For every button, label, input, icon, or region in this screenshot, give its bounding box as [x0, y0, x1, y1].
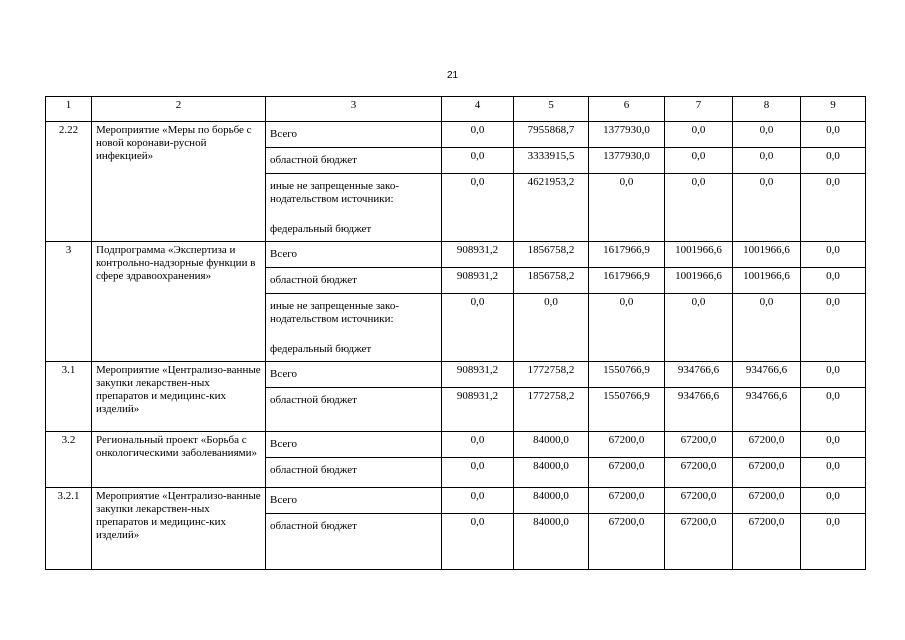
value-cell: 0,0 [733, 174, 801, 242]
value-cell: 1001966,6 [733, 242, 801, 268]
source-label: областной бюджет [266, 268, 442, 294]
column-header: 5 [514, 97, 589, 122]
table-row [46, 488, 866, 514]
value-cell: 0,0 [801, 362, 866, 388]
value-cell: 908931,2 [442, 242, 514, 268]
source-label: областной бюджет [266, 458, 442, 488]
value-cell: 1001966,6 [665, 242, 733, 268]
value-cell: 0,0 [442, 122, 514, 148]
value-cell: 1550766,9 [589, 388, 665, 432]
source-label: федеральный бюджет [266, 336, 442, 362]
value-cell: 67200,0 [589, 458, 665, 488]
source-label: областной бюджет [266, 514, 442, 570]
source-label: областной бюджет [266, 148, 442, 174]
value-cell: 0,0 [733, 148, 801, 174]
value-cell: 1377930,0 [589, 122, 665, 148]
source-label: иные не запрещенные зако-нодательством источники: [266, 294, 442, 336]
value-cell: 7955868,7 [514, 122, 589, 148]
column-header: 4 [442, 97, 514, 122]
column-header: 1 [46, 97, 92, 122]
value-cell: 1772758,2 [514, 362, 589, 388]
row-id: 3.1 [46, 362, 92, 432]
row-id: 3.2 [46, 432, 92, 488]
value-cell: 0,0 [801, 174, 866, 242]
value-cell: 1856758,2 [514, 268, 589, 294]
value-cell: 0,0 [801, 148, 866, 174]
column-header: 7 [665, 97, 733, 122]
value-cell: 0,0 [589, 294, 665, 362]
value-cell: 67200,0 [589, 514, 665, 570]
row-id: 2.22 [46, 122, 92, 242]
column-header: 6 [589, 97, 665, 122]
value-cell: 84000,0 [514, 432, 589, 458]
column-header: 8 [733, 97, 801, 122]
value-cell: 0,0 [733, 122, 801, 148]
value-cell: 84000,0 [514, 514, 589, 570]
source-label: Всего [266, 432, 442, 458]
value-cell: 0,0 [665, 148, 733, 174]
value-cell: 0,0 [801, 242, 866, 268]
value-cell: 67200,0 [733, 488, 801, 514]
value-cell: 0,0 [801, 432, 866, 458]
value-cell: 3333915,5 [514, 148, 589, 174]
value-cell: 4621953,2 [514, 174, 589, 242]
row-name: Подпрограмма «Экспертиза и контрольно-надзорные функции в сфере здравоохранения» [92, 242, 266, 362]
value-cell: 0,0 [442, 458, 514, 488]
value-cell: 0,0 [801, 514, 866, 570]
row-id: 3.2.1 [46, 488, 92, 570]
source-label: федеральный бюджет [266, 216, 442, 242]
row-name: Мероприятие «Централизо-ванные закупки лекарствен-ных препаратов и медицинс-ких изделий» [92, 362, 266, 432]
value-cell: 0,0 [442, 488, 514, 514]
source-label: Всего [266, 242, 442, 268]
value-cell: 0,0 [514, 294, 589, 362]
table-row [46, 432, 866, 458]
source-label: Всего [266, 362, 442, 388]
value-cell: 0,0 [801, 268, 866, 294]
source-label: областной бюджет [266, 388, 442, 432]
table-row [46, 242, 866, 268]
value-cell: 0,0 [665, 122, 733, 148]
value-cell: 0,0 [801, 458, 866, 488]
source-label: Всего [266, 122, 442, 148]
value-cell: 67200,0 [733, 458, 801, 488]
value-cell: 0,0 [442, 432, 514, 458]
value-cell: 934766,6 [665, 388, 733, 432]
value-cell: 1550766,9 [589, 362, 665, 388]
value-cell: 934766,6 [665, 362, 733, 388]
table-row [46, 362, 866, 388]
value-cell: 67200,0 [733, 432, 801, 458]
column-header: 3 [266, 97, 442, 122]
value-cell: 908931,2 [442, 268, 514, 294]
source-label: иные не запрещенные зако-нодательством источники: [266, 174, 442, 216]
value-cell: 0,0 [442, 174, 514, 242]
value-cell: 0,0 [665, 174, 733, 242]
row-name: Мероприятие «Централизо-ванные закупки лекарствен-ных препаратов и медицинс-ких изделий» [92, 488, 266, 570]
value-cell: 84000,0 [514, 458, 589, 488]
value-cell: 0,0 [733, 294, 801, 362]
value-cell: 0,0 [801, 122, 866, 148]
value-cell: 1377930,0 [589, 148, 665, 174]
value-cell: 1617966,9 [589, 242, 665, 268]
row-name: Мероприятие «Меры по борьбе с новой коронави-русной инфекцией» [92, 122, 266, 242]
row-name: Региональный проект «Борьба с онкологическими заболеваниями» [92, 432, 266, 488]
value-cell: 67200,0 [589, 488, 665, 514]
value-cell: 0,0 [801, 388, 866, 432]
budget-table [45, 96, 866, 570]
value-cell: 934766,6 [733, 388, 801, 432]
value-cell: 1001966,6 [665, 268, 733, 294]
value-cell: 1001966,6 [733, 268, 801, 294]
value-cell: 0,0 [442, 148, 514, 174]
value-cell: 67200,0 [589, 432, 665, 458]
value-cell: 1772758,2 [514, 388, 589, 432]
value-cell: 0,0 [442, 294, 514, 362]
value-cell: 0,0 [801, 294, 866, 362]
value-cell: 0,0 [442, 514, 514, 570]
page-number: 21 [446, 70, 459, 81]
value-cell: 1856758,2 [514, 242, 589, 268]
value-cell: 0,0 [665, 294, 733, 362]
column-header: 2 [92, 97, 266, 122]
value-cell: 908931,2 [442, 362, 514, 388]
value-cell: 0,0 [801, 488, 866, 514]
value-cell: 67200,0 [733, 514, 801, 570]
value-cell: 67200,0 [665, 432, 733, 458]
value-cell: 67200,0 [665, 458, 733, 488]
value-cell: 1617966,9 [589, 268, 665, 294]
value-cell: 84000,0 [514, 488, 589, 514]
value-cell: 67200,0 [665, 514, 733, 570]
header-row [46, 97, 866, 122]
value-cell: 934766,6 [733, 362, 801, 388]
source-label: Всего [266, 488, 442, 514]
value-cell: 67200,0 [665, 488, 733, 514]
value-cell: 0,0 [589, 174, 665, 242]
value-cell: 908931,2 [442, 388, 514, 432]
table-row [46, 122, 866, 148]
column-header: 9 [801, 97, 866, 122]
row-id: 3 [46, 242, 92, 362]
